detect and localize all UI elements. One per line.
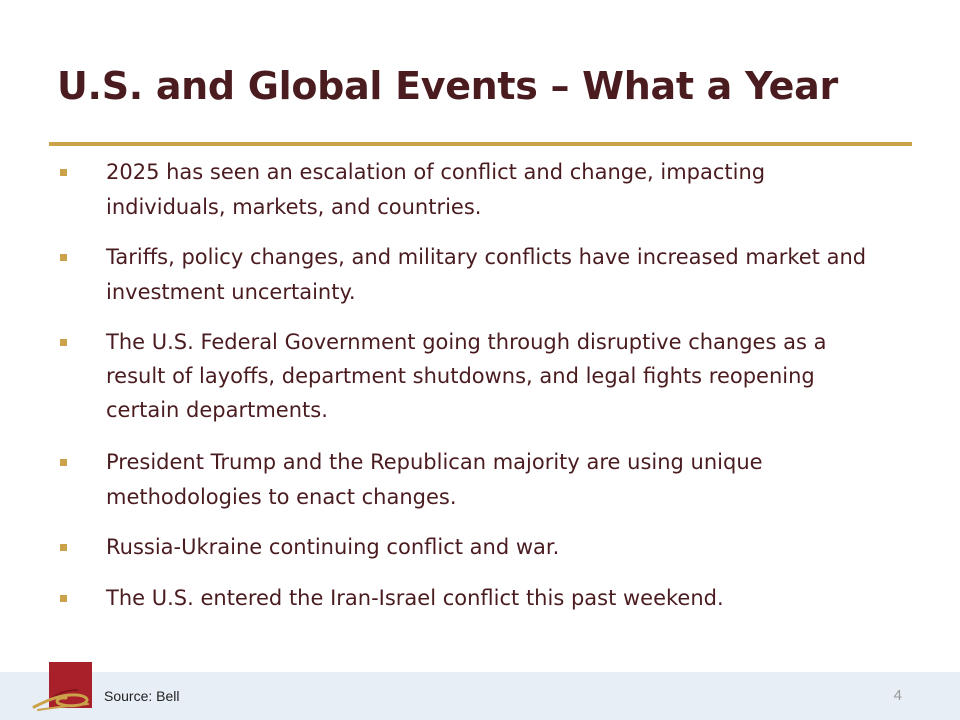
- page-number: 4: [893, 687, 902, 704]
- bullet-text: The U.S. Federal Government going through disruptive changes as a result of layoffs, department shutdowns, and legal fights reopening certain departments.: [106, 330, 827, 422]
- bullet-text: President Trump and the Republican majority are using unique methodologies to enact changes.: [106, 450, 763, 509]
- bullet-text: The U.S. entered the Iran-Israel conflict this past weekend.: [106, 586, 724, 610]
- square-bullet-icon: [60, 254, 67, 261]
- slide-title: U.S. and Global Events – What a Year: [57, 64, 838, 108]
- title-divider: [49, 142, 912, 146]
- square-bullet-icon: [60, 169, 67, 176]
- square-bullet-icon: [60, 544, 67, 551]
- square-bullet-icon: [60, 459, 67, 466]
- square-bullet-icon: [60, 339, 67, 346]
- bullet-text: Russia-Ukraine continuing conflict and war.: [106, 535, 560, 559]
- bell-bank-logo-icon: [30, 660, 96, 712]
- source-note: Source: Bell: [104, 688, 180, 704]
- bullet-text: 2025 has seen an escalation of conflict and change, impacting individuals, markets, and countries.: [106, 160, 766, 219]
- square-bullet-icon: [60, 595, 67, 602]
- bullet-text: Tariffs, policy changes, and military conflicts have increased market and investment uncertainty.: [106, 245, 867, 304]
